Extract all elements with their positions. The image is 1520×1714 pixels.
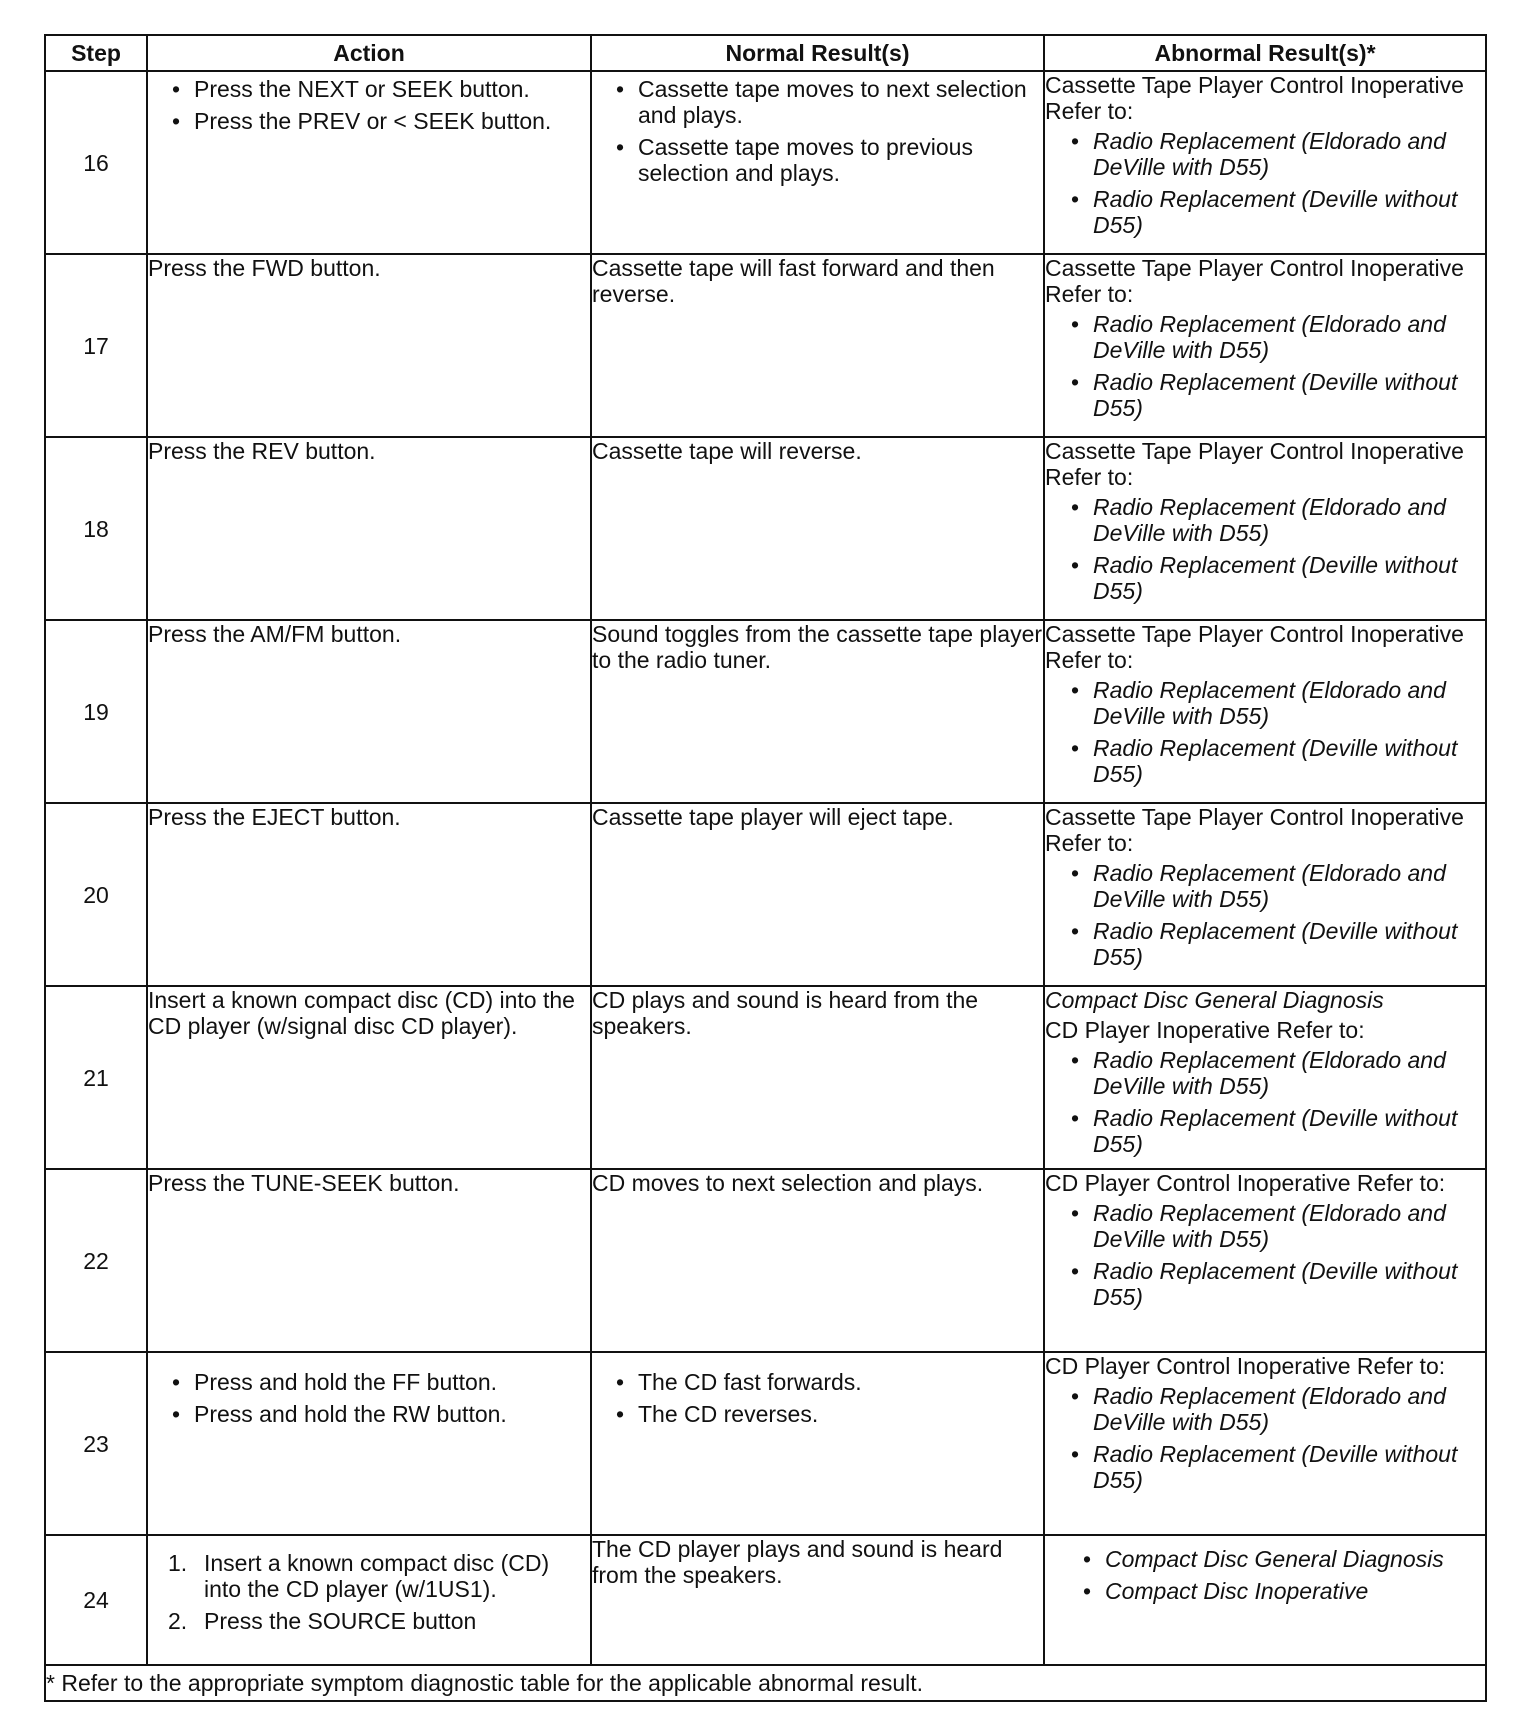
normal-result-cell: The CD player plays and sound is heard from the speakers. <box>591 1535 1044 1665</box>
table-row <box>45 1535 1486 1665</box>
step-number: 20 <box>45 803 147 986</box>
action-cell <box>147 1352 591 1535</box>
abnormal-intro: CD Player Control Inoperative Refer to: <box>1045 1353 1446 1379</box>
step-number: 16 <box>45 71 147 254</box>
normal-result-cell <box>591 1352 1044 1535</box>
abnormal-intro: Cassette Tape Player Control Inoperative Refer to: <box>1045 255 1464 307</box>
abnormal-intro: Cassette Tape Player Control Inoperative Refer to: <box>1045 621 1464 673</box>
step-number: 23 <box>45 1352 147 1535</box>
abnormal-result-cell <box>1044 254 1486 437</box>
abnormal-intro: Cassette Tape Player Control Inoperative Refer to: <box>1045 438 1464 490</box>
action-cell <box>147 1535 591 1665</box>
reference-link[interactable]: • Radio Replacement (Deville without D55) <box>1071 552 1458 604</box>
step-number: 24 <box>45 1535 147 1665</box>
abnormal-intro: Cassette Tape Player Control Inoperative Refer to: <box>1045 72 1464 124</box>
reference-link[interactable]: • Radio Replacement (Eldorado and DeVille with D55) <box>1071 494 1446 546</box>
step-number: 19 <box>45 620 147 803</box>
reference-link[interactable]: • Radio Replacement (Eldorado and DeVille with D55) <box>1071 860 1446 912</box>
table-header-row <box>45 35 1486 71</box>
normal-result-cell <box>591 71 1044 254</box>
table-row <box>45 437 1486 620</box>
normal-bullet: • Cassette tape moves to previous selection and plays. <box>616 134 973 186</box>
table-row <box>45 254 1486 437</box>
abnormal-result-cell <box>1044 1535 1486 1665</box>
step-number: 18 <box>45 437 147 620</box>
abnormal-result-cell <box>1044 803 1486 986</box>
reference-link[interactable]: • Radio Replacement (Deville without D55) <box>1071 369 1458 421</box>
normal-result-cell: CD plays and sound is heard from the speakers. <box>591 986 1044 1169</box>
abnormal-result-cell <box>1044 620 1486 803</box>
action-cell: Press the AM/FM button. <box>147 620 591 803</box>
reference-link[interactable]: • Radio Replacement (Eldorado and DeVille with D55) <box>1071 128 1446 180</box>
header-action: Action <box>147 35 591 71</box>
abnormal-result-cell <box>1044 71 1486 254</box>
action-step: 2. Press the SOURCE button <box>168 1608 477 1634</box>
reference-link[interactable]: • Radio Replacement (Deville without D55) <box>1071 186 1458 238</box>
abnormal-result-cell <box>1044 986 1486 1169</box>
header-step: Step <box>45 35 147 71</box>
abnormal-intro: CD Player Inoperative Refer to: <box>1045 1017 1365 1043</box>
table-row <box>45 803 1486 986</box>
abnormal-result-cell <box>1044 437 1486 620</box>
footnote-row <box>45 1665 1486 1701</box>
header-abnormal-results: Abnormal Result(s)* <box>1044 35 1486 71</box>
action-cell: Insert a known compact disc (CD) into the CD player (w/signal disc CD player). <box>147 986 591 1169</box>
normal-result-cell: Sound toggles from the cassette tape player to the radio tuner. <box>591 620 1044 803</box>
step-number: 17 <box>45 254 147 437</box>
reference-link[interactable]: • Radio Replacement (Deville without D55) <box>1071 1105 1458 1157</box>
reference-link[interactable]: • Radio Replacement (Eldorado and DeVille with D55) <box>1071 677 1446 729</box>
reference-link[interactable]: • Radio Replacement (Eldorado and DeVille with D55) <box>1071 311 1446 363</box>
abnormal-intro: CD Player Control Inoperative Refer to: <box>1045 1170 1446 1196</box>
footnote: * Refer to the appropriate symptom diagnostic table for the applicable abnormal result. <box>45 1665 1486 1701</box>
abnormal-result-cell <box>1044 1352 1486 1535</box>
diagnostic-table <box>44 34 1487 1702</box>
reference-link[interactable]: • Radio Replacement (Eldorado and DeVille with D55) <box>1071 1383 1446 1435</box>
table-row <box>45 1352 1486 1535</box>
action-cell: Press the REV button. <box>147 437 591 620</box>
table-row <box>45 1169 1486 1352</box>
header-normal-results: Normal Result(s) <box>591 35 1044 71</box>
normal-bullet: • Cassette tape moves to next selection and plays. <box>616 76 1027 128</box>
reference-link[interactable]: • Radio Replacement (Deville without D55) <box>1071 1258 1458 1310</box>
table-row <box>45 620 1486 803</box>
action-cell: Press the FWD button. <box>147 254 591 437</box>
normal-result-cell: Cassette tape will fast forward and then reverse. <box>591 254 1044 437</box>
reference-link[interactable]: • Compact Disc General Diagnosis <box>1083 1546 1444 1572</box>
reference-link[interactable]: • Radio Replacement (Eldorado and DeVille with D55) <box>1071 1047 1446 1099</box>
reference-link[interactable]: Compact Disc General Diagnosis <box>1045 987 1384 1013</box>
reference-link[interactable]: • Radio Replacement (Eldorado and DeVille with D55) <box>1071 1200 1446 1252</box>
normal-result-cell: Cassette tape will reverse. <box>591 437 1044 620</box>
action-bullet: • Press and hold the FF button. <box>172 1369 498 1395</box>
action-step: 1. Insert a known compact disc (CD) into the CD player (w/1US1). <box>168 1550 550 1602</box>
normal-bullet: • The CD fast forwards. <box>616 1369 862 1395</box>
table-row <box>45 71 1486 254</box>
action-bullet: • Press the NEXT or SEEK button. <box>172 76 530 102</box>
reference-link[interactable]: • Radio Replacement (Deville without D55) <box>1071 735 1458 787</box>
reference-link[interactable]: • Radio Replacement (Deville without D55) <box>1071 918 1458 970</box>
abnormal-intro: Cassette Tape Player Control Inoperative Refer to: <box>1045 804 1464 856</box>
reference-link[interactable]: • Radio Replacement (Deville without D55) <box>1071 1441 1458 1493</box>
step-number: 21 <box>45 986 147 1169</box>
step-number: 22 <box>45 1169 147 1352</box>
table-row <box>45 986 1486 1169</box>
abnormal-result-cell <box>1044 1169 1486 1352</box>
action-bullet: • Press and hold the RW button. <box>172 1401 507 1427</box>
action-bullet: • Press the PREV or < SEEK button. <box>172 108 552 134</box>
reference-link[interactable]: • Compact Disc Inoperative <box>1083 1578 1369 1604</box>
action-cell: Press the EJECT button. <box>147 803 591 986</box>
action-cell: Press the TUNE-SEEK button. <box>147 1169 591 1352</box>
normal-result-cell: Cassette tape player will eject tape. <box>591 803 1044 986</box>
normal-result-cell: CD moves to next selection and plays. <box>591 1169 1044 1352</box>
normal-bullet: • The CD reverses. <box>616 1401 819 1427</box>
action-cell <box>147 71 591 254</box>
